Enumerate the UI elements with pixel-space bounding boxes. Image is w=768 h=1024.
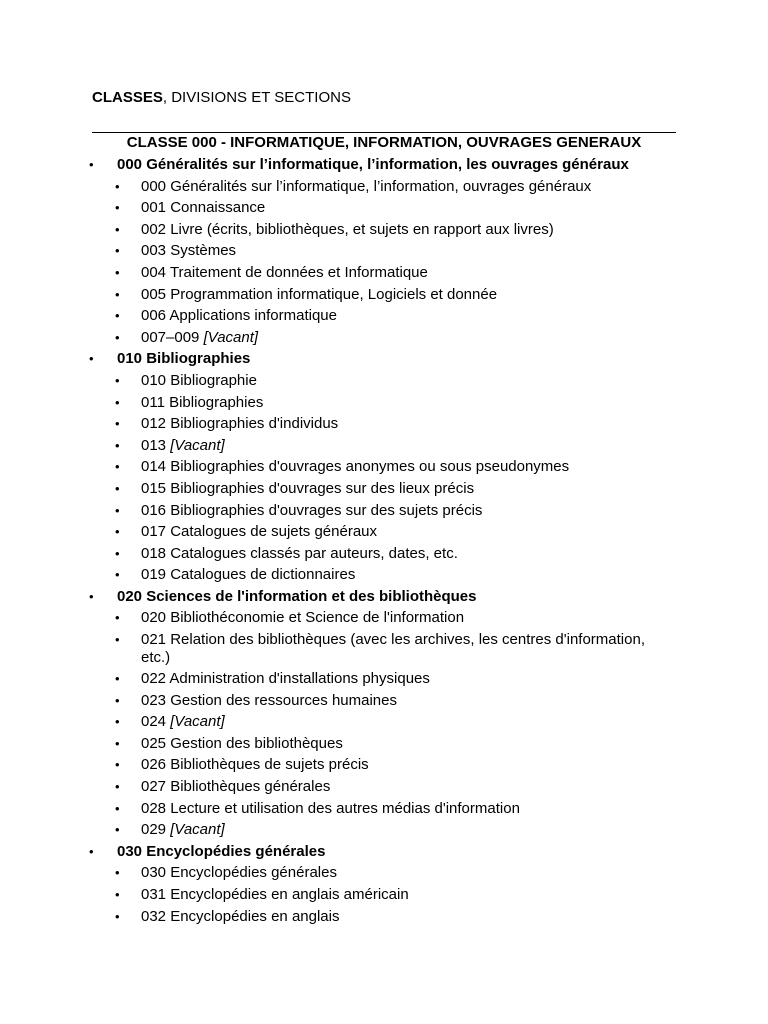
bullet-icon: •: [115, 610, 120, 626]
section-title: Connaissance: [170, 199, 266, 217]
section-label: [141, 798, 671, 820]
section-label: [141, 262, 671, 284]
section-label: [141, 711, 671, 733]
section-item: [0, 305, 768, 327]
section-item: [0, 798, 768, 820]
bullet-icon: •: [115, 692, 120, 708]
section-code: 010: [141, 371, 167, 389]
section-label: [141, 819, 671, 841]
section-code: 030: [141, 864, 167, 882]
section-label: [141, 327, 671, 349]
section-item: [0, 219, 768, 241]
section-item: [0, 240, 768, 262]
section-label: [141, 478, 671, 500]
section-item: [0, 521, 768, 543]
section-vacant-note: [Vacant]: [170, 821, 225, 839]
section-code: 019: [141, 566, 167, 584]
section-code: 016: [141, 501, 167, 519]
section-title: Administration d'installations physiques: [169, 670, 430, 688]
section-label: [141, 305, 671, 327]
section-title: Encyclopédies générales: [170, 864, 337, 882]
section-label: [141, 607, 671, 629]
section-code: 024: [141, 713, 167, 731]
section-code: 004: [141, 263, 167, 281]
section-title: Gestion des bibliothèques: [170, 734, 343, 752]
bullet-icon: •: [115, 524, 120, 540]
bullet-icon: •: [115, 372, 120, 388]
section-label: [141, 884, 671, 906]
section-code: 011: [141, 393, 165, 411]
bullet-icon: •: [115, 908, 120, 924]
section-item: [0, 819, 768, 841]
bullet-icon: •: [115, 735, 120, 751]
section-item: [0, 327, 768, 349]
division-heading: [0, 348, 768, 370]
section-item: [0, 564, 768, 586]
section-code: 005: [141, 285, 167, 303]
section-code: 021: [141, 631, 167, 649]
section-title: Gestion des ressources humaines: [170, 691, 397, 709]
section-item: [0, 413, 768, 435]
bullet-icon: •: [115, 822, 120, 838]
section-label: [141, 862, 671, 884]
section-title: Lecture et utilisation des autres médias d'information: [170, 799, 520, 817]
bullet-icon: •: [115, 243, 120, 259]
bullet-icon: •: [115, 221, 120, 237]
section-list: [0, 370, 768, 586]
section-title: Bibliographies d'ouvrages sur des lieux précis: [170, 479, 475, 497]
document-title: [92, 89, 351, 107]
section-label: [141, 370, 671, 392]
section-code: 002: [141, 220, 167, 238]
section-label: [141, 413, 671, 435]
bullet-icon: •: [115, 887, 120, 902]
bullet-icon: •: [115, 800, 120, 816]
section-item: [0, 370, 768, 392]
division-item: [0, 586, 768, 841]
bullet-icon: •: [115, 329, 120, 345]
division-label: 000 Généralités sur l’informatique, l’information, les ouvrages généraux: [117, 156, 629, 173]
section-label: [141, 392, 671, 414]
document-title-rest: , DIVISIONS ET SECTIONS: [162, 89, 351, 106]
bullet-icon: •: [115, 502, 120, 518]
section-title: Catalogues de sujets généraux: [170, 523, 378, 541]
section-label: [141, 543, 671, 565]
section-label: [141, 219, 671, 241]
bullet-icon: •: [89, 588, 94, 604]
section-title: Bibliographies: [169, 393, 264, 411]
section-item: [0, 435, 768, 457]
section-label: [141, 456, 671, 478]
section-title: Livre (écrits, bibliothèques, et sujets en rapport aux livres): [170, 220, 554, 238]
section-label: [141, 668, 671, 690]
section-title: Bibliographies d'ouvrages sur des sujets précis: [170, 501, 483, 519]
section-label: [141, 906, 671, 928]
bullet-icon: •: [115, 394, 120, 410]
section-label: [141, 776, 671, 798]
bullet-icon: •: [115, 178, 120, 194]
section-item: [0, 262, 768, 284]
section-code: 001: [141, 199, 167, 217]
section-title: Bibliographies d'ouvrages anonymes ou sous pseudonymes: [170, 458, 570, 476]
section-item: [0, 776, 768, 798]
section-code: 025: [141, 734, 167, 752]
bullet-icon: •: [115, 714, 120, 730]
bullet-icon: •: [115, 865, 120, 881]
section-label: [141, 435, 671, 457]
section-title: Bibliographies d'individus: [170, 415, 339, 433]
section-vacant-note: [Vacant]: [170, 436, 225, 454]
section-label: [141, 754, 671, 776]
section-item: [0, 711, 768, 733]
section-item: [0, 690, 768, 712]
section-label: [141, 284, 671, 306]
division-heading: [0, 154, 768, 176]
heading-rule: [92, 132, 676, 133]
section-list: [0, 862, 768, 927]
section-item: [0, 197, 768, 219]
section-title: Bibliothéconomie et Science de l'information: [170, 609, 465, 627]
section-title: Bibliothèques générales: [170, 778, 331, 796]
bullet-icon: •: [115, 264, 120, 280]
bullet-icon: •: [115, 545, 120, 561]
division-item: [0, 841, 768, 927]
section-item: [0, 862, 768, 884]
class-heading: CLASSE 000 - INFORMATIQUE, INFORMATION, OUVRAGES GENERAUX: [126, 134, 642, 151]
section-item: [0, 284, 768, 306]
section-code: 031: [141, 886, 167, 903]
section-label: [141, 176, 671, 198]
section-item: [0, 629, 768, 668]
section-title: Catalogues classés par auteurs, dates, etc.: [170, 544, 458, 562]
section-code: 032: [141, 907, 167, 925]
section-code: 007–009: [141, 328, 200, 346]
section-code: 003: [141, 242, 167, 260]
division-item: [0, 348, 768, 586]
document-title-bold: CLASSES: [92, 89, 163, 106]
section-item: [0, 754, 768, 776]
section-label: [141, 500, 671, 522]
section-code: 026: [141, 756, 167, 774]
bullet-icon: •: [115, 308, 120, 324]
section-title: Encyclopédies en anglais américain: [170, 886, 409, 903]
bullet-icon: •: [115, 567, 120, 583]
bullet-icon: •: [115, 437, 120, 453]
section-item: [0, 456, 768, 478]
section-item: [0, 392, 768, 414]
division-heading: [0, 586, 768, 608]
section-code: 022: [141, 670, 167, 688]
section-code: 006: [141, 307, 167, 325]
bullet-icon: •: [115, 757, 120, 773]
division-label: 030 Encyclopédies générales: [117, 842, 326, 860]
section-title: Programmation informatique, Logiciels et donnée: [170, 285, 498, 303]
division-label: 020 Sciences de l'information et des bibliothèques: [117, 587, 477, 605]
section-item: [0, 500, 768, 522]
bullet-icon: •: [115, 459, 120, 475]
division-list: [0, 154, 768, 927]
section-code: 023: [141, 691, 167, 709]
section-label: [141, 690, 671, 712]
section-title: Applications informatique: [169, 307, 337, 325]
section-title: Bibliothèques de sujets précis: [170, 756, 369, 774]
section-title: Catalogues de dictionnaires: [170, 566, 356, 584]
bullet-icon: •: [115, 200, 120, 216]
bullet-icon: •: [115, 286, 120, 302]
division-item: [0, 154, 768, 348]
section-item: [0, 176, 768, 198]
section-code: 015: [141, 479, 167, 497]
section-code: 014: [141, 458, 167, 476]
section-vacant-note: [Vacant]: [170, 713, 225, 731]
bullet-icon: •: [115, 779, 120, 795]
section-code: 029: [141, 821, 167, 839]
section-code: 017: [141, 523, 167, 541]
section-title: Encyclopédies en anglais: [170, 907, 340, 925]
section-label: [141, 733, 671, 755]
bullet-icon: •: [115, 480, 120, 496]
section-label: [141, 521, 671, 543]
section-item: [0, 668, 768, 690]
bullet-icon: •: [115, 671, 120, 687]
section-code: 012: [141, 415, 167, 433]
section-code: 000: [141, 177, 167, 195]
section-title: Généralités sur l’informatique, l’information, ouvrages généraux: [170, 177, 592, 195]
section-item: [0, 733, 768, 755]
section-item: [0, 906, 768, 928]
section-item: [0, 478, 768, 500]
section-code: 020: [141, 609, 167, 627]
section-item: [0, 607, 768, 629]
bullet-icon: •: [89, 351, 94, 367]
section-item: [0, 884, 768, 906]
bullet-icon: •: [115, 416, 120, 432]
section-label: [141, 197, 671, 219]
section-item: [0, 543, 768, 565]
section-vacant-note: [Vacant]: [203, 328, 259, 346]
section-list: [0, 176, 768, 349]
division-heading: [0, 841, 768, 863]
section-title: Systèmes: [170, 242, 237, 260]
section-code: 028: [141, 799, 167, 817]
section-code: 013: [141, 436, 167, 454]
section-code: 027: [141, 778, 167, 796]
section-code: 018: [141, 544, 167, 562]
bullet-icon: •: [89, 157, 94, 172]
section-label: [141, 240, 671, 262]
section-title: Relation des bibliothèques (avec les archives, les centres d'information, etc.): [141, 631, 645, 667]
bullet-icon: •: [89, 843, 94, 859]
section-list: [0, 607, 768, 840]
bullet-icon: •: [115, 632, 120, 648]
section-title: Bibliographie: [170, 371, 257, 389]
section-label: [141, 629, 671, 668]
division-label: 010 Bibliographies: [117, 350, 251, 368]
section-title: Traitement de données et Informatique: [169, 263, 428, 281]
section-label: [141, 564, 671, 586]
